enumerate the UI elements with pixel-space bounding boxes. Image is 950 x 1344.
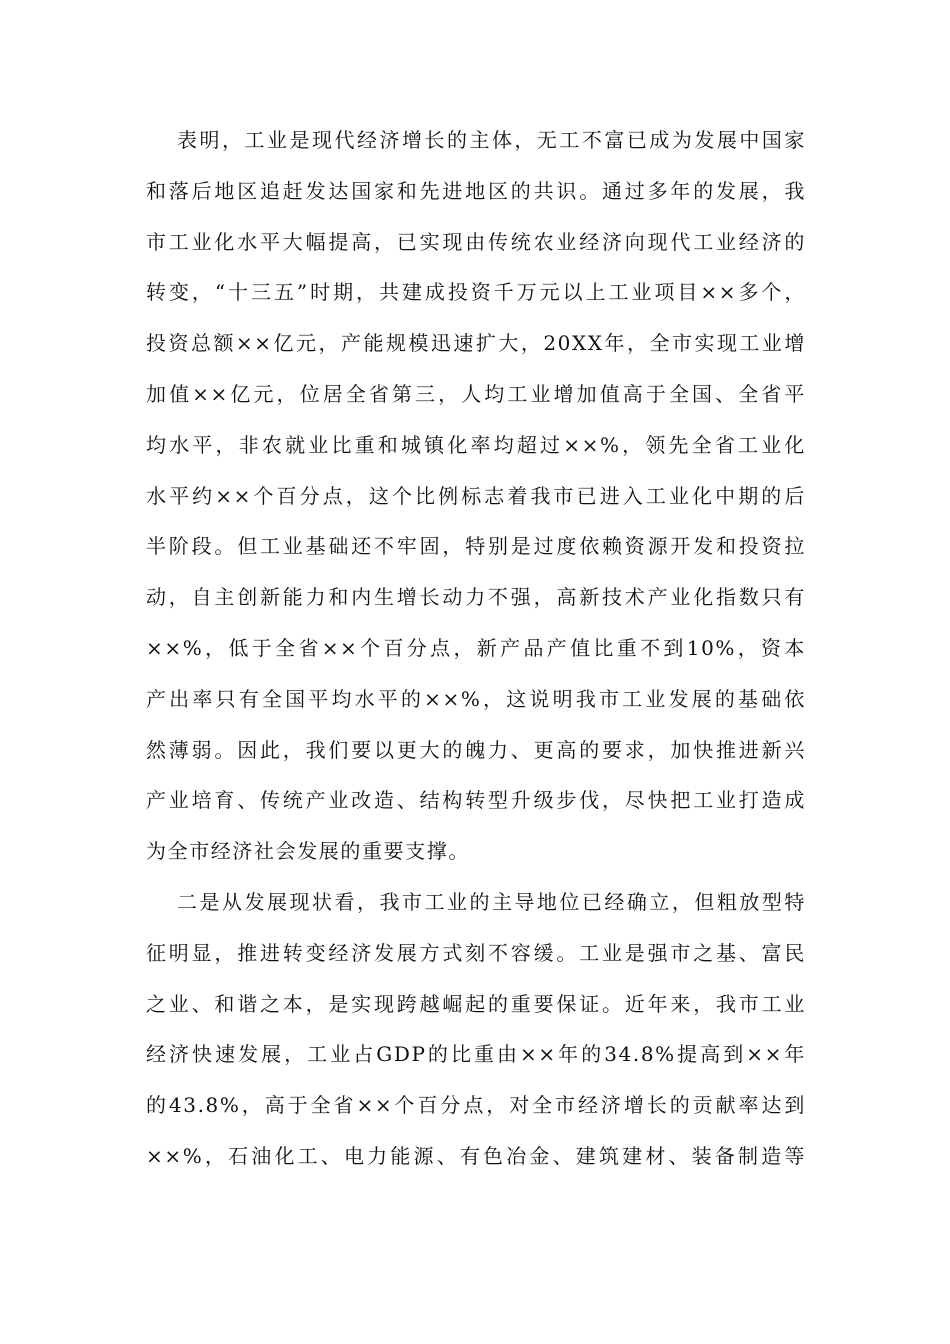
text-line: 之业、和谐之本，是实现跨越崛起的重要保证。近年来，我市工业 xyxy=(146,991,806,1016)
document-body xyxy=(146,128,806,1195)
text-line: 和落后地区追赶发达国家和先进地区的共识。通过多年的发展，我 xyxy=(146,178,806,203)
text-line: 为全市经济社会发展的重要支撑。 xyxy=(146,839,470,864)
text-line: 的43.8%，高于全省××个百分点，对全市经济增长的贡献率达到 xyxy=(146,1093,806,1118)
text-line: 产出率只有全国平均水平的××%，这说明我市工业发展的基础依 xyxy=(146,686,806,711)
text-line: 半阶段。但工业基础还不牢固，特别是过度依赖资源开发和投资拉 xyxy=(146,534,806,559)
text-line: 水平约××个百分点，这个比例标志着我市已进入工业化中期的后 xyxy=(146,483,806,508)
text-line: 然薄弱。因此，我们要以更大的魄力、更高的要求，加快推进新兴 xyxy=(146,737,806,762)
text-line: 转变，“十三五”时期，共建成投资千万元以上工业项目××多个， xyxy=(146,280,806,305)
text-line: 经济快速发展，工业占GDP的比重由××年的34.8%提高到××年 xyxy=(146,1042,806,1067)
text-line: 表明，工业是现代经济增长的主体，无工不富已成为发展中国家 xyxy=(177,128,806,152)
text-line: ××%，石油化工、电力能源、有色冶金、建筑建材、装备制造等 xyxy=(146,1143,806,1168)
text-line: 投资总额××亿元，产能规模迅速扩大，20XX年，全市实现工业增 xyxy=(146,331,806,356)
text-line: 产业培育、传统产业改造、结构转型升级步伐，尽快把工业打造成 xyxy=(146,788,806,813)
paragraph xyxy=(146,128,806,864)
text-line: 加值××亿元，位居全省第三，人均工业增加值高于全国、全省平 xyxy=(146,381,806,406)
text-line: 均水平，非农就业比重和城镇化率均超过××%，领先全省工业化 xyxy=(146,432,806,457)
text-line: ××%，低于全省××个百分点，新产品产值比重不到10%，资本 xyxy=(146,635,806,660)
paragraph xyxy=(146,890,806,1169)
text-line: 动，自主创新能力和内生增长动力不强，高新技术产业化指数只有 xyxy=(146,585,806,610)
text-line: 市工业化水平大幅提高，已实现由传统农业经济向现代工业经济的 xyxy=(146,229,806,254)
text-line: 二是从发展现状看，我市工业的主导地位已经确立，但粗放型特 xyxy=(177,889,806,914)
text-line: 征明显，推进转变经济发展方式刻不容缓。工业是强市之基、富民 xyxy=(146,940,806,965)
